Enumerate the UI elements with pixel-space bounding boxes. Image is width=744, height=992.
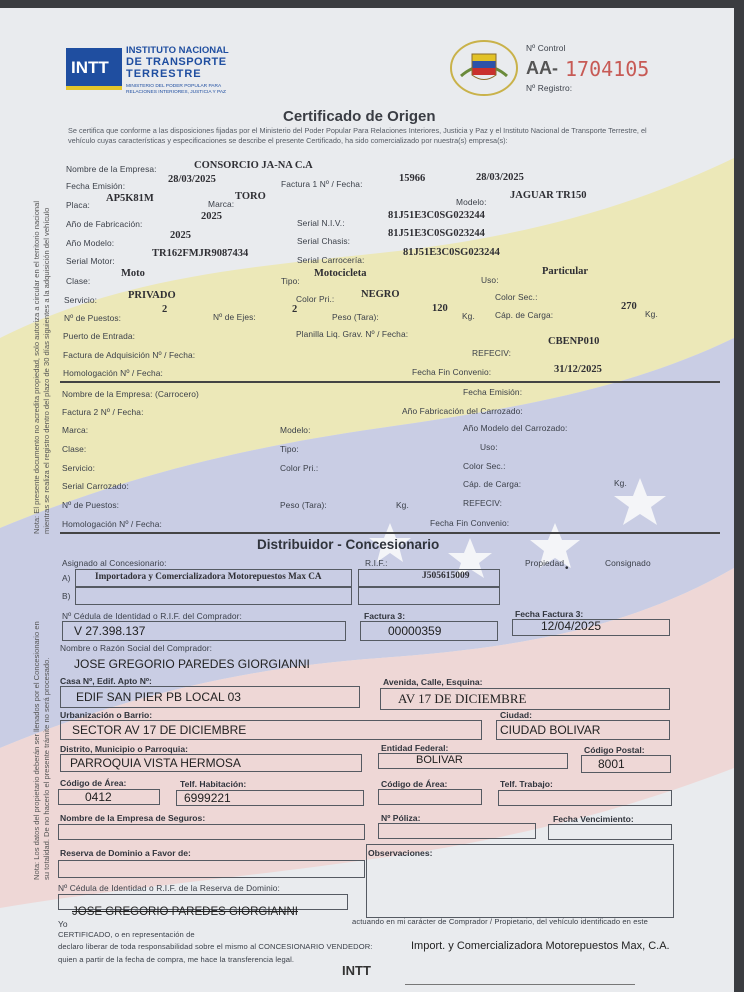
cedula-label: Nº Cédula de Identidad o R.I.F. del Comprador: <box>62 611 242 621</box>
ciudad-value: CIUDAD BOLIVAR <box>500 723 601 737</box>
anio-fab-value: 2025 <box>201 211 222 222</box>
yo-label: Yo <box>58 919 68 929</box>
fecha-factura3-value: 12/04/2025 <box>541 619 602 633</box>
carrocero-color-sec-label: Color Sec.: <box>463 461 506 471</box>
concesionario-b-label: B) <box>62 591 71 601</box>
refeciv-value: CBENP010 <box>548 336 600 347</box>
section-divider <box>60 532 720 534</box>
comprador-value: JOSE GREGORIO PAREDES GIORGIANNI <box>74 657 310 671</box>
asignado-label: Asignado al Concesionario: <box>62 558 167 568</box>
urbanizacion-value: SECTOR AV 17 DE DICIEMBRE <box>72 723 247 737</box>
institution-line2: DE TRANSPORTE <box>126 56 227 68</box>
carrocero-color-label: Color Pri.: <box>280 463 319 473</box>
telhab-label: Telf. Habitación: <box>180 779 247 789</box>
peso-label: Peso (Tara): <box>332 312 379 322</box>
motor-label: Serial Motor: <box>66 256 115 266</box>
concesionario-b-field[interactable] <box>75 587 352 605</box>
teltrab-label: Telf. Trabajo: <box>500 779 553 789</box>
chasis-label: Serial Chasis: <box>297 236 351 246</box>
fin-convenio-label: Fecha Fin Convenio: <box>412 367 492 377</box>
carroceria-value: 81J51E3C0SG023244 <box>403 247 500 258</box>
carrocero-clase-label: Clase: <box>62 444 87 454</box>
signature-line <box>405 984 635 985</box>
concesionario-a-name: Importadora y Comercializadora Motorepuestos Max CA <box>95 571 322 581</box>
observaciones-label: Observaciones: <box>368 848 433 858</box>
placa-value: AP5K81M <box>106 193 154 204</box>
factura1-value: 15966 <box>399 173 426 184</box>
vencimiento-field[interactable] <box>548 824 672 840</box>
distrito-label: Distrito, Municipio o Parroquia: <box>60 744 188 754</box>
section-divider <box>60 381 720 383</box>
entidad-label: Entidad Federal: <box>381 743 449 753</box>
institution-line3: TERRESTRE <box>126 68 202 80</box>
cedula-reserva-label: Nº Cédula de Identidad o R.I.F. de la Reserva de Dominio: <box>58 883 280 893</box>
refeciv-label: REFECIV: <box>472 348 512 358</box>
factura2-label: Factura 2 Nº / Fecha: <box>62 407 144 417</box>
institution-line1: INSTITUTO NACIONAL <box>126 45 229 56</box>
carrocero-puestos-label: Nº de Puestos: <box>62 500 120 510</box>
carrocero-peso-kg: Kg. <box>396 500 409 510</box>
document-title: Certificado de Origen <box>283 108 436 125</box>
empresa-value: CONSORCIO JA-NA C.A <box>194 160 313 171</box>
motor-value: TR162FMJR9087434 <box>152 248 249 259</box>
anio-modelo-value: 2025 <box>170 230 191 241</box>
carrozado-anio-fab-label: Año Fabricación del Carrozado: <box>402 406 523 416</box>
niv-label: Serial N.I.V.: <box>297 218 345 228</box>
factura3-label: Factura 3: <box>364 611 406 621</box>
marca-label: Marca: <box>208 199 235 209</box>
carroceria-label: Serial Carrocería: <box>297 255 365 265</box>
carrocero-fin-convenio-label: Fecha Fin Convenio: <box>430 518 510 528</box>
actuando-text: actuando en mi carácter de Comprador / Propietario, del vehículo identificado en este <box>352 917 648 926</box>
carrocero-marca-label: Marca: <box>62 425 89 435</box>
ministry-line2: RELACIONES INTERIORES, JUSTICIA Y PAZ <box>126 90 226 95</box>
poliza-label: Nº Póliza: <box>381 813 421 823</box>
fin-convenio-value: 31/12/2025 <box>554 364 602 375</box>
urbanizacion-label: Urbanización o Barrio: <box>60 710 153 720</box>
carrocero-peso-label: Peso (Tara): <box>280 500 327 510</box>
fecha-factura3-label: Fecha Factura 3: <box>515 609 584 619</box>
control-prefix: AA- <box>526 58 558 78</box>
anio-modelo-label: Año Modelo: <box>66 238 115 248</box>
propiedad-label: Propiedad <box>525 558 565 568</box>
peso-kg: Kg. <box>462 311 475 321</box>
consignado-label: Consignado <box>605 558 651 568</box>
avenida-value: AV 17 DE DICIEMBRE <box>398 691 527 706</box>
comprador-label: Nombre o Razón Social del Comprador: <box>60 643 213 653</box>
carrozado-anio-modelo-label: Año Modelo del Carrozado: <box>463 423 568 433</box>
casa-label: Casa Nº, Edif. Apto Nº: <box>60 676 152 686</box>
rif-label: R.I.F.: <box>365 558 388 568</box>
casa-value: EDIF SAN PIER PB LOCAL 03 <box>76 690 241 704</box>
carga-value: 270 <box>621 301 637 312</box>
ciudad-label: Ciudad: <box>500 710 532 720</box>
propiedad-check-icon: • <box>565 563 569 574</box>
carrocero-fecha-emision-label: Fecha Emisión: <box>463 387 523 397</box>
anio-fab-label: Año de Fabricación: <box>66 219 143 229</box>
intt-logo <box>66 48 122 90</box>
teltrab-field[interactable] <box>498 790 672 806</box>
seguros-label: Nombre de la Empresa de Seguros: <box>60 813 206 823</box>
fecha-emision-value: 28/03/2025 <box>168 174 216 185</box>
carga-label: Cáp. de Carga: <box>495 310 554 320</box>
carga-kg: Kg. <box>645 309 658 319</box>
niv-value: 81J51E3C0SG023244 <box>388 210 485 221</box>
factura3-value: 00000359 <box>388 624 442 638</box>
chasis-value: 81J51E3C0SG023244 <box>388 228 485 239</box>
area2-label: Código de Área: <box>381 779 448 789</box>
area-label: Código de Área: <box>60 778 127 788</box>
planilla-label: Planilla Liq. Grav. Nº / Fecha: <box>296 329 409 339</box>
avenida-label: Avenida, Calle, Esquina: <box>383 677 483 687</box>
side-note-2: Nota: Los datos del propietario deberán ser llenados por el Concesionario en su totalidad. De no hacerlo el presente trámite no será procesado. <box>32 621 51 880</box>
entidad-field[interactable] <box>378 753 568 769</box>
intro-text: Se certifica que conforme a las disposiciones fijadas por el Ministerio del Poder Popular Para Relaciones Interiores, Justicia y Paz y el Instituto Nacional de Transporte Terrestre, el vehículo cuyas características y especificaciones se describe el presente Certificado, ha sido comercializado por nuestra(s) empresa(s): <box>68 126 647 145</box>
distrito-value: PARROQUIA VISTA HERMOSA <box>70 756 241 770</box>
concesionario-b-rif-field[interactable] <box>358 587 500 605</box>
postal-value: 8001 <box>598 757 625 771</box>
puestos-label: Nº de Puestos: <box>64 313 122 323</box>
homologacion-label: Homologación Nº / Fecha: <box>63 368 163 378</box>
carrocero-homologacion-label: Homologación Nº / Fecha: <box>62 519 162 529</box>
area2-field[interactable] <box>378 789 482 805</box>
certificate-sheet <box>0 8 734 992</box>
clase-value: Moto <box>121 268 145 279</box>
modelo-value: JAGUAR TR150 <box>510 190 587 201</box>
reserva-label: Reserva de Dominio a Favor de: <box>60 848 191 858</box>
transferencia-text: quien a partir de la fecha de compra, me hace la transferencia legal. <box>58 955 295 964</box>
color-sec-label: Color Sec.: <box>495 292 538 302</box>
carrocero-uso-label: Uso: <box>480 442 498 452</box>
control-number: 1704105 <box>565 57 650 81</box>
tipo-label: Tipo: <box>281 276 300 286</box>
telhab-value: 6999221 <box>184 791 231 805</box>
postal-label: Código Postal: <box>584 745 645 755</box>
representacion-text: CERTIFICADO, o en representación de <box>58 930 195 939</box>
concesionario-a-rif: J505615009 <box>422 571 470 581</box>
ministry-line1: MINISTERIO DEL PODER POPULAR PARA <box>126 84 222 89</box>
fecha-emision-label: Fecha Emisión: <box>66 181 126 191</box>
clase-label: Clase: <box>66 276 91 286</box>
color-value: NEGRO <box>361 289 400 300</box>
state-seal-icon <box>449 38 519 98</box>
ejes-label: Nº de Ejes: <box>213 312 256 322</box>
reserva-field[interactable] <box>58 860 365 878</box>
vencimiento-label: Fecha Vencimiento: <box>553 814 634 824</box>
concesionario-a-label: A) <box>62 573 71 583</box>
carrocero-modelo-label: Modelo: <box>280 425 311 435</box>
puerto-label: Puerto de Entrada: <box>63 331 136 341</box>
ejes-value: 2 <box>292 304 298 315</box>
vendedor-value: Import. y Comercializadora Motorepuestos Max, C.A. <box>411 940 670 952</box>
factura1-fecha-value: 28/03/2025 <box>476 172 524 183</box>
color-label: Color Pri.: <box>296 294 335 304</box>
servicio-label: Servicio: <box>64 295 98 305</box>
footer-intt: INTT <box>342 963 371 978</box>
factura1-label: Factura 1 Nº / Fecha: <box>281 179 363 189</box>
puestos-value: 2 <box>162 304 168 315</box>
carrocero-carga-label: Cáp. de Carga: <box>463 479 522 489</box>
entidad-value: BOLIVAR <box>416 754 463 766</box>
registro-label: Nº Registro: <box>526 83 573 93</box>
serial-carrozado-label: Serial Carrozado: <box>62 481 129 491</box>
poliza-field[interactable] <box>378 823 536 839</box>
declaracion-text: declaro liberar de toda responsabilidad sobre el mismo al CONCESIONARIO VENDEDOR: <box>58 942 373 951</box>
tipo-value: Motocicleta <box>314 268 367 279</box>
carrocero-empresa-label: Nombre de la Empresa: (Carrocero) <box>62 389 199 399</box>
uso-value: Particular <box>542 266 589 277</box>
carrocero-carga-kg: Kg. <box>614 478 627 488</box>
carrocero-refeciv-label: REFECIV: <box>463 498 503 508</box>
empresa-label: Nombre de la Empresa: <box>66 164 157 174</box>
control-label: Nº Control <box>526 43 566 53</box>
firmante-value: JOSE GREGORIO PAREDES GIORGIANNI <box>72 906 298 918</box>
adquisicion-label: Factura de Adquisición Nº / Fecha: <box>63 350 196 360</box>
peso-value: 120 <box>432 303 448 314</box>
side-note-1: Nota: El presente documento no acredita propiedad, solo autoriza a circular en el territorio nacional mientras se realiza el registro dentro del plazo de 30 días siguientes a la adquisición del vehículo <box>32 200 51 534</box>
carrocero-tipo-label: Tipo: <box>280 444 299 454</box>
postal-field[interactable] <box>581 755 671 773</box>
carrocero-servicio-label: Servicio: <box>62 463 96 473</box>
cedula-value: V 27.398.137 <box>74 624 146 638</box>
modelo-label: Modelo: <box>456 197 487 207</box>
intt-logo-text: INTT <box>71 58 109 77</box>
uso-label: Uso: <box>481 275 499 285</box>
seguros-field[interactable] <box>58 824 365 840</box>
area-value: 0412 <box>85 790 112 804</box>
distribuidor-title: Distribuidor - Concesionario <box>257 537 440 552</box>
placa-label: Placa: <box>66 200 90 210</box>
servicio-value: PRIVADO <box>128 290 176 301</box>
marca-value: TORO <box>235 191 266 202</box>
